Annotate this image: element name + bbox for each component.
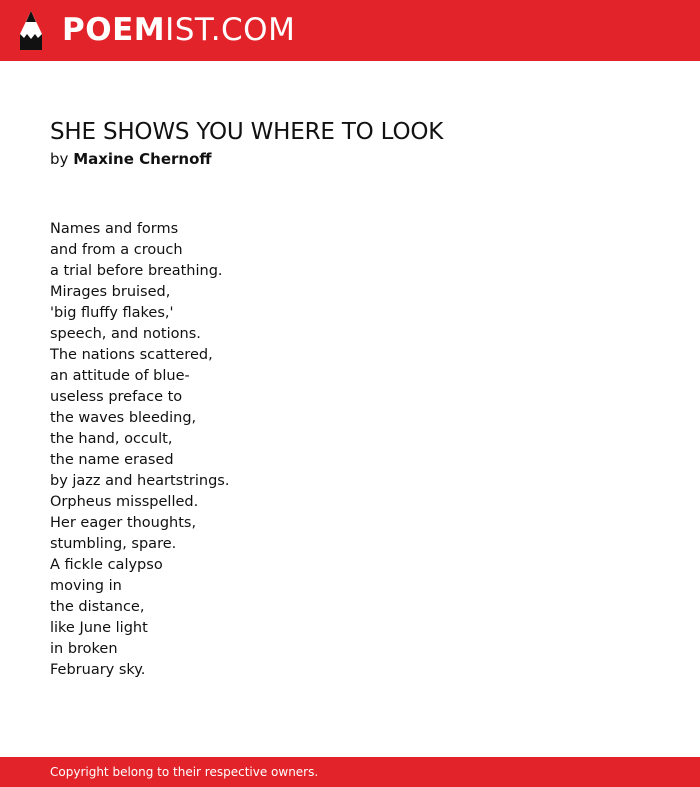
poem-line: a trial before breathing. [50, 263, 223, 279]
poem-author: Maxine Chernoff [73, 150, 212, 168]
poem-line: Her eager thoughts, [50, 515, 197, 531]
byline [50, 149, 212, 169]
poem-line: Orpheus misspelled. [50, 494, 199, 510]
poem-line: in broken [50, 641, 118, 657]
poem-line: 'big fluffy flakes,' [50, 305, 174, 321]
copyright-text: Copyright belong to their respective owners. [50, 765, 319, 779]
poem-body [50, 219, 229, 681]
poem-line: speech, and notions. [50, 326, 201, 342]
poem-line: an attitude of blue- [50, 368, 190, 384]
byline-prefix: by [50, 150, 69, 168]
poem-line: Mirages bruised, [50, 284, 171, 300]
logo-text-bold: POEM [62, 12, 166, 48]
pencil-tip-icon [18, 10, 44, 51]
poem-line: the name erased [50, 452, 174, 468]
poem-line: useless preface to [50, 389, 183, 405]
site-footer [0, 757, 700, 787]
poem-line: February sky. [50, 662, 146, 678]
poem-line: A fickle calypso [50, 557, 163, 573]
poem-line: by jazz and heartstrings. [50, 473, 230, 489]
poem-line: The nations scattered, [50, 347, 213, 363]
poem-line: the waves bleeding, [50, 410, 197, 426]
poem-line: Names and forms [50, 221, 179, 237]
poem-line: the distance, [50, 599, 145, 615]
poem-line: moving in [50, 578, 122, 594]
poem-line: and from a crouch [50, 242, 183, 258]
poem-title: SHE SHOWS YOU WHERE TO LOOK [50, 119, 444, 145]
poem-line: like June light [50, 620, 148, 636]
poem-line: the hand, occult, [50, 431, 173, 447]
logo-text-light: IST.COM [165, 12, 296, 48]
poem-line: stumbling, spare. [50, 536, 177, 552]
site-logo-link[interactable] [62, 12, 295, 48]
site-header [0, 0, 700, 61]
